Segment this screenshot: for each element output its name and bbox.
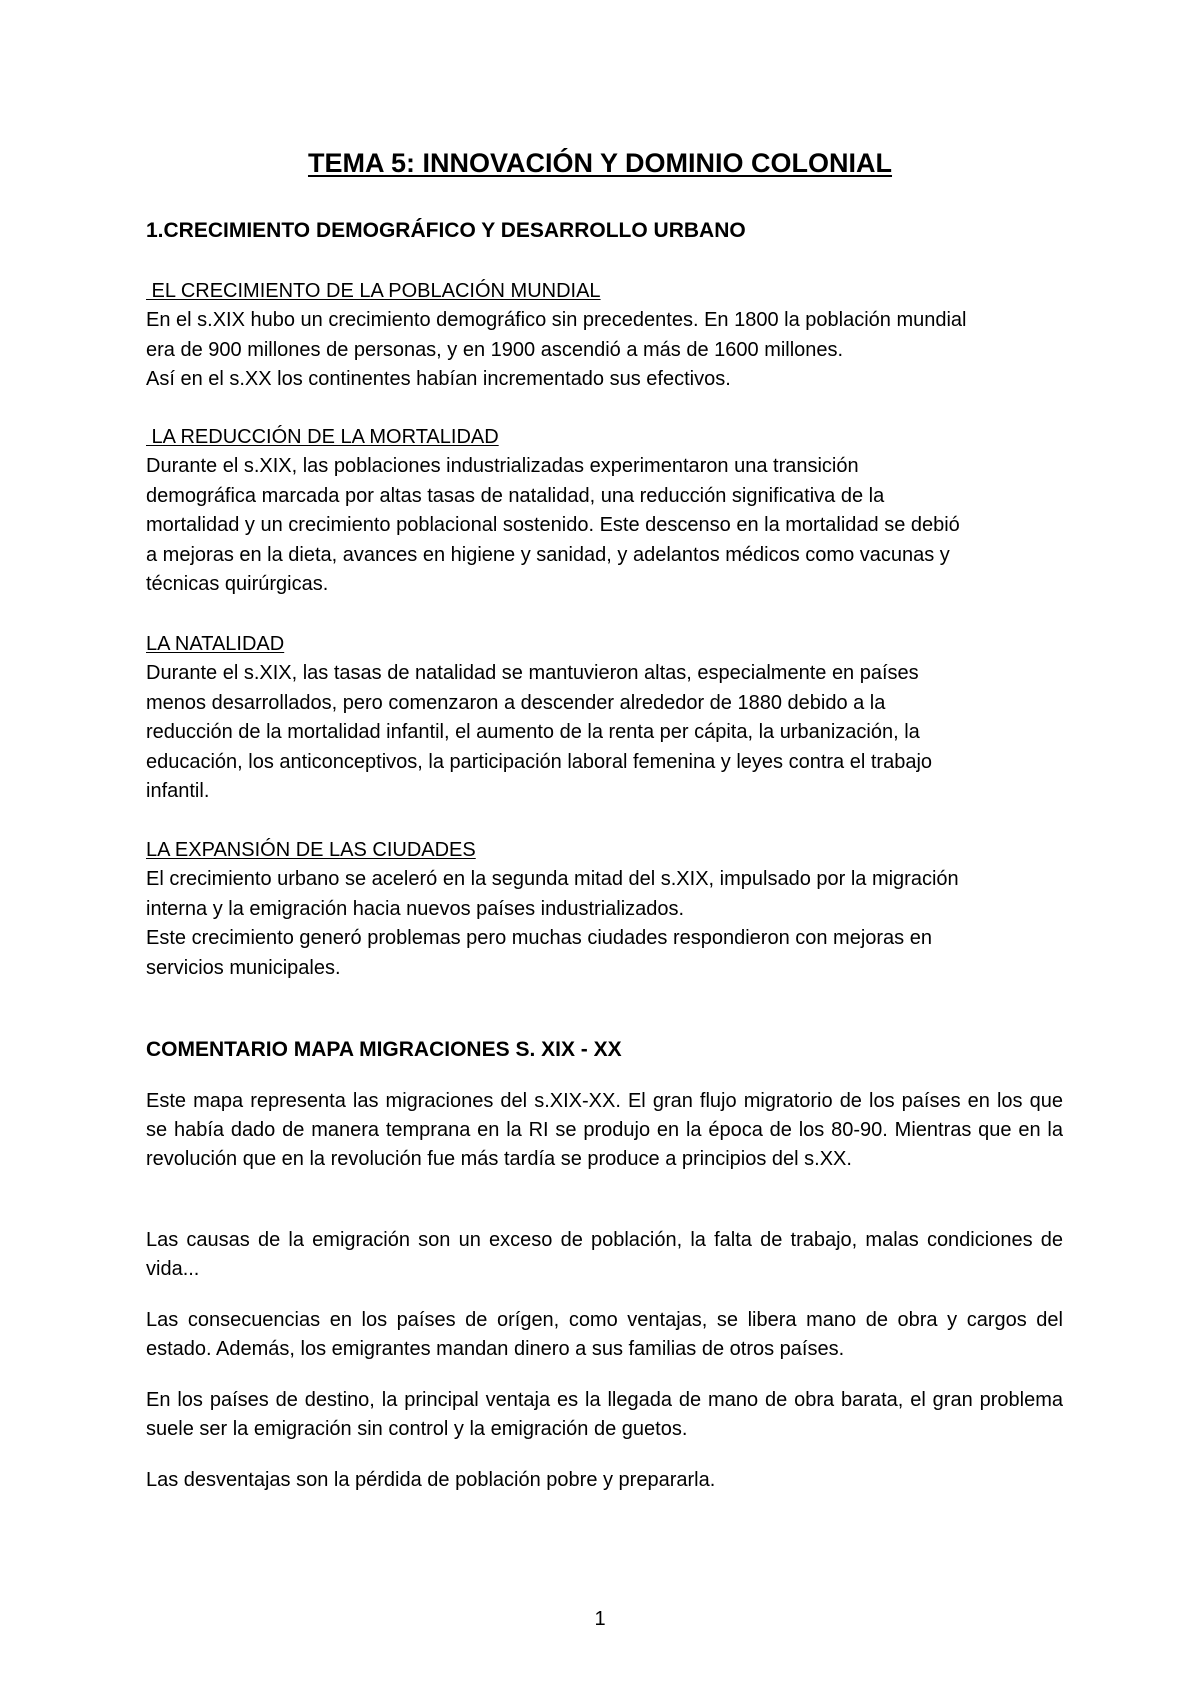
- text-line: demográfica marcada por altas tasas de natalidad, una reducción significativa de la: [146, 484, 885, 507]
- text-line: Así en el s.XX los continentes habían incrementado sus efectivos.: [146, 368, 731, 390]
- text-line: Durante el s.XIX, las tasas de natalidad se mantuvieron altas, especialmente en países: [146, 662, 919, 684]
- text-line: educación, los anticonceptivos, la participación laboral femenina y leyes contra el trabajo: [146, 750, 933, 773]
- section-heading-comentario-mapa: COMENTARIO MAPA MIGRACIONES S. XIX - XX: [146, 1038, 622, 1061]
- text-line: a mejoras en la dieta, avances en higiene y sanidad, y adelantos médicos como vacunas y: [146, 543, 950, 566]
- page-number: 1: [594, 1608, 606, 1630]
- paragraph-comentario-2: Las causas de la emigración son un exceso de población, la falta de trabajo, malas condiciones de vida...: [146, 1229, 1063, 1280]
- text-line: En el s.XIX hubo un crecimiento demográfico sin precedentes. En 1800 la población mundial: [146, 309, 967, 331]
- text-line: infantil.: [146, 780, 210, 802]
- text-line: reducción de la mortalidad infantil, el aumento de la renta per cápita, la urbanización, la: [146, 721, 920, 743]
- subsection-heading-mortalidad: LA REDUCCIÓN DE LA MORTALIDAD: [146, 426, 499, 448]
- text-line: técnicas quirúrgicas.: [146, 573, 329, 595]
- text-line: Este crecimiento generó problemas pero muchas ciudades respondieron con mejoras en: [146, 927, 932, 949]
- paragraph-comentario-1: Este mapa representa las migraciones del s.XIX-XX. El gran flujo migratorio de los países en los que se había dado de manera temprana en la RI se produjo en la época de los 80-90. Mientras que en la revolución que en la revolución fue más tardía se produce a principios del s.XX.: [146, 1090, 1063, 1170]
- paragraph-comentario-5: Las desventajas son la pérdida de población pobre y prepararla.: [146, 1469, 716, 1491]
- paragraph-comentario-3: Las consecuencias en los países de orígen, como ventajas, se libera mano de obra y cargos del estado. Además, los emigrantes mandan dinero a sus familias de otros países.: [146, 1309, 1063, 1360]
- text-line: interna y la emigración hacia nuevos países industrializados.: [146, 897, 685, 920]
- document-title: TEMA 5: INNOVACIÓN Y DOMINIO COLONIAL: [307, 148, 893, 178]
- text-line: mortalidad y un crecimiento poblacional sostenido. Este descenso en la mortalidad se debió: [146, 514, 960, 536]
- text-line: servicios municipales.: [146, 956, 341, 979]
- text-line: era de 900 millones de personas, y en 1900 ascendió a más de 1600 millones.: [146, 338, 844, 361]
- subsection-heading-natalidad: LA NATALIDAD: [146, 633, 285, 655]
- paragraph-mortalidad: [146, 452, 1066, 600]
- paragraph-poblacion-mundial: [146, 306, 1066, 395]
- subsection-heading-poblacion-mundial: EL CRECIMIENTO DE LA POBLACIÓN MUNDIAL: [146, 280, 601, 302]
- section-heading-crecimiento: 1.CRECIMIENTO DEMOGRÁFICO Y DESARROLLO URBANO: [146, 219, 746, 242]
- paragraph-expansion-ciudades: [146, 865, 1066, 983]
- paragraph-natalidad: [146, 659, 1066, 807]
- text-line: El crecimiento urbano se aceleró en la segunda mitad del s.XIX, impulsado por la migración: [146, 868, 959, 890]
- text-line: menos desarrollados, pero comenzaron a descender alrededor de 1880 debido a la: [146, 691, 886, 714]
- subsection-heading-expansion-ciudades: LA EXPANSIÓN DE LAS CIUDADES: [146, 839, 476, 861]
- paragraph-comentario-4: En los países de destino, la principal ventaja es la llegada de mano de obra barata, el gran problema suele ser la emigración sin control y la emigración de guetos.: [146, 1389, 1063, 1440]
- text-line: Durante el s.XIX, las poblaciones industrializadas experimentaron una transición: [146, 455, 859, 477]
